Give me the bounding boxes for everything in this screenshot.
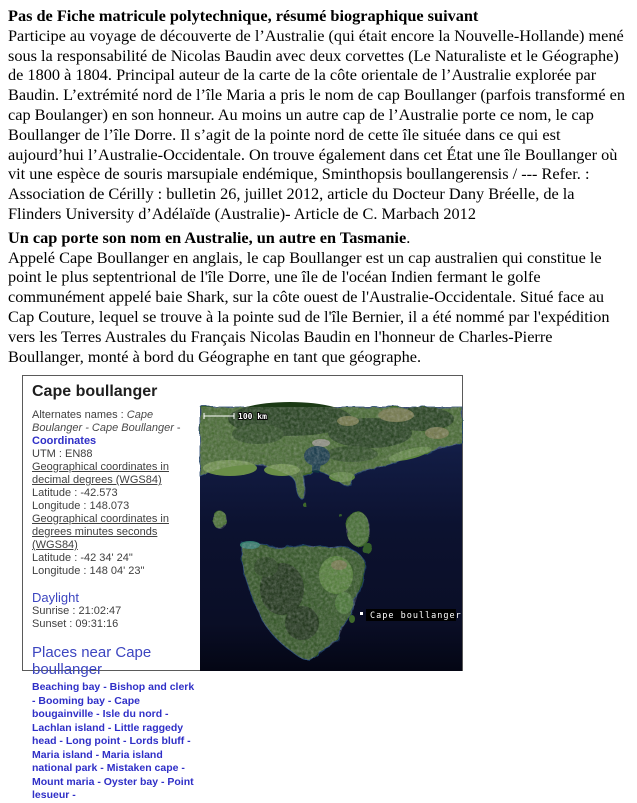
paragraph-biography xyxy=(8,6,630,224)
dms-longitude: Longitude : 148 04' 23" xyxy=(32,565,145,577)
place-link[interactable]: Little raggedy head xyxy=(32,721,184,747)
alternates-names: Cape Boulanger - Cape Boullanger xyxy=(32,409,174,434)
map-marker xyxy=(360,609,462,621)
dms-latitude: Latitude : -42 34' 24" xyxy=(32,552,133,564)
daylight-heading: Daylight xyxy=(32,590,79,605)
place-link[interactable]: Maria island xyxy=(32,748,93,761)
coordinates-link[interactable]: Coordinates xyxy=(32,435,97,447)
paragraph-capes xyxy=(8,228,630,367)
decimal-longitude: Longitude : 148.073 xyxy=(32,500,130,512)
dms-coordinates-heading: Geographical coordinates in degrees minutes seconds (WGS84) xyxy=(32,513,169,551)
paragraph-capes-heading: Un cap porte son nom en Australie, un autre en Tasmanie xyxy=(8,227,407,247)
card-info-column xyxy=(32,409,200,803)
place-link[interactable]: Long point xyxy=(65,735,121,747)
alternates-names-line xyxy=(32,409,200,448)
paragraph-capes-body: Appelé Cape Boullanger en anglais, le cap Boullanger est un cap australien qui constitue le point le plus septentrional de l'île Dorre, une île de l'océan Indien fermant le golfe communément appelé baie Shark, sur la côte ouest de l'Australie-Occidentale. Situé face au Cap Couture, lequel se trouve à la pointe sud de l'île Bernier, il a été nommé par l'expédition vers les Terres Australes du Français Nicolas Baudin en l'honneur de Charles-Pierre Boullanger, monté à bord du Géographe en tant que géographe. xyxy=(8,247,610,366)
place-link[interactable]: Oyster bay xyxy=(103,775,159,788)
utm-line: UTM : EN88 xyxy=(32,448,93,460)
place-link[interactable]: Booming bay xyxy=(38,694,105,707)
place-link[interactable]: Isle du nord xyxy=(102,708,163,720)
place-link[interactable]: Bishop and clerk xyxy=(109,681,195,693)
place-link[interactable]: Mount maria xyxy=(32,775,95,788)
place-link[interactable]: Lachlan island xyxy=(32,721,105,734)
decimal-coordinates-heading: Geographical coordinates in decimal degrees (WGS84) xyxy=(32,461,169,486)
satellite-map xyxy=(200,407,462,671)
alternates-label: Alternates names : xyxy=(32,409,127,421)
place-link[interactable]: Beaching bay xyxy=(32,681,101,693)
place-link[interactable]: Cape bougainville xyxy=(32,694,140,720)
paragraph-biography-heading: Pas de Fiche matricule polytechnique, résumé biographique suivant xyxy=(8,6,479,25)
sunset-line: Sunset : 09:31:16 xyxy=(32,618,119,630)
card-title: Cape boullanger xyxy=(32,383,158,400)
alternates-separator: - xyxy=(173,422,181,434)
decimal-latitude: Latitude : -42.573 xyxy=(32,487,118,499)
places-links: Beaching bay - Bishop and clerk - Booming bay - Cape bougainville - Isle du nord - Lachlan island - Little raggedy head - Long point - Lords bluff - Maria island - Maria island national park - Mistaken cape - Mount maria - Oyster bay - Point lesueur - xyxy=(32,681,195,801)
places-heading: Places near Cape boullanger xyxy=(32,644,152,678)
paragraph-biography-body: Participe au voyage de découverte de l’Australie (qui était encore la Nouvelle-Hollande) mené sous la responsabilité de Nicolas Baudin avec deux corvettes (Le Naturaliste et le Géographe) de 1800 à 1804. Principal auteur de la carte de la côte orientale de l’Australie explorée par Baudin. L’extrémité nord de l’île Maria a pris le nom de cap Boullanger (parfois transformé en cap Boulanger) en son honneur. Au moins un autre cap de l’Australie porte ce nom, le cap Boullanger de l’île Dorre. Il s’agit de la pointe nord de cette île située dans ce qui est aujourd’hui l’Australie-Occidentale. On trouve également dans cet État une île Boullanger où vit une espèce de souris marsupiale endémique, Sminthopsis boullangerensis / --- Refer. : Association de Cérilly : bulletin 26, juillet 2012, article du Docteur Dany Bréelle, de la Flinders University d’Adélaïde (Australie)- Article de C. Marbach 2012 xyxy=(8,25,625,223)
place-link[interactable]: Maria island national park xyxy=(32,748,163,774)
place-link[interactable]: Point lesueur xyxy=(32,775,194,801)
cape-boullanger-card xyxy=(22,375,463,801)
paragraph-capes-heading-suffix: . xyxy=(406,227,411,247)
map-scale-label: 100 km xyxy=(238,412,267,421)
map-marker-label: Cape boullanger xyxy=(370,611,462,621)
place-link[interactable]: Lords bluff xyxy=(129,735,185,747)
sunrise-line: Sunrise : 21:02:47 xyxy=(32,605,122,617)
place-link[interactable]: Mistaken cape xyxy=(106,762,179,774)
document-text xyxy=(8,6,630,370)
